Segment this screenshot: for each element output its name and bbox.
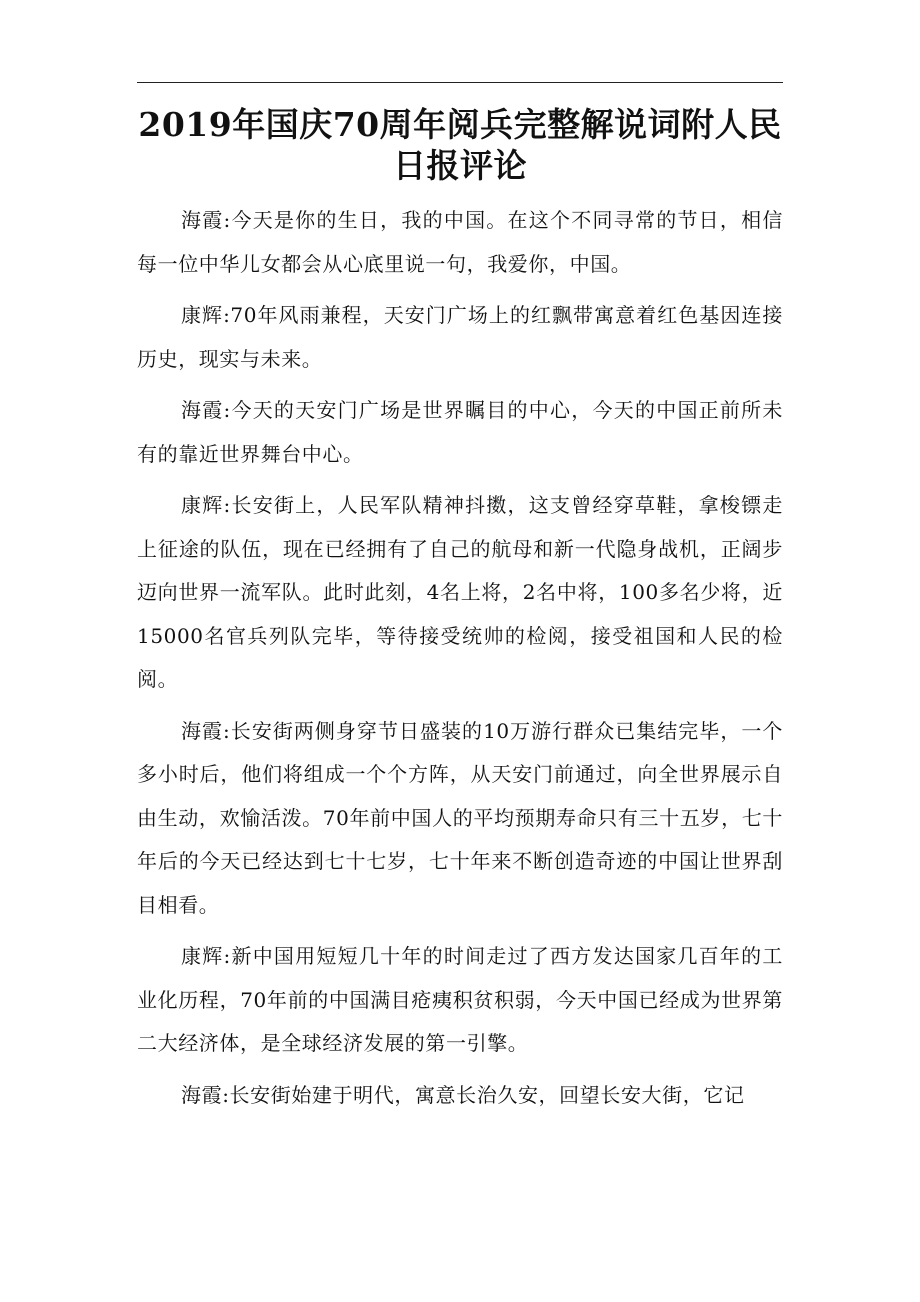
document-title: 2019年国庆70周年阅兵完整解说词附人民日报评论: [138, 105, 782, 185]
header-rule: [137, 82, 783, 83]
document-body: [137, 199, 783, 1125]
paragraph-7: 海霞:长安街始建于明代，寓意长治久安，回望长安大街，它记: [181, 1082, 745, 1107]
paragraph-6: 康辉:新中国用短短几十年的时间走过了西方发达国家几百年的工业化历程，70年前的中国满目疮痍积贫积弱，今天中国已经成为世界第二大经济体，是全球经济发展的第一引擎。: [137, 944, 783, 1055]
paragraph-1: 海霞:今天是你的生日，我的中国。在这个不同寻常的节日，相信每一位中华儿女都会从心底里说一句，我爱你，中国。: [137, 208, 783, 276]
paragraph-2: 康辉:70年风雨兼程，天安门广场上的红飘带寓意着红色基因连接历史，现实与未来。: [137, 303, 783, 371]
paragraph-4: 康辉:长安街上，人民军队精神抖擞，这支曾经穿草鞋，拿梭镖走上征途的队伍，现在已经拥有了自己的航母和新一代隐身战机，正阔步迈向世界一流军队。此时此刻，4名上将，2名中将，100多名少将，近15000名官兵列队完毕，等待接受统帅的检阅，接受祖国和人民的检阅。: [137, 493, 783, 691]
paragraph-5: 海霞:长安街两侧身穿节日盛装的10万游行群众已集结完毕，一个多小时后，他们将组成一个个方阵，从天安门前通过，向全世界展示自由生动，欢愉活泼。70年前中国人的平均预期寿命只有三十五岁，七十年后的今天已经达到七十七岁，七十年来不断创造奇迹的中国让世界刮目相看。: [137, 718, 783, 917]
paragraph-3: 海霞:今天的天安门广场是世界瞩目的中心，今天的中国正前所未有的靠近世界舞台中心。: [137, 398, 783, 466]
